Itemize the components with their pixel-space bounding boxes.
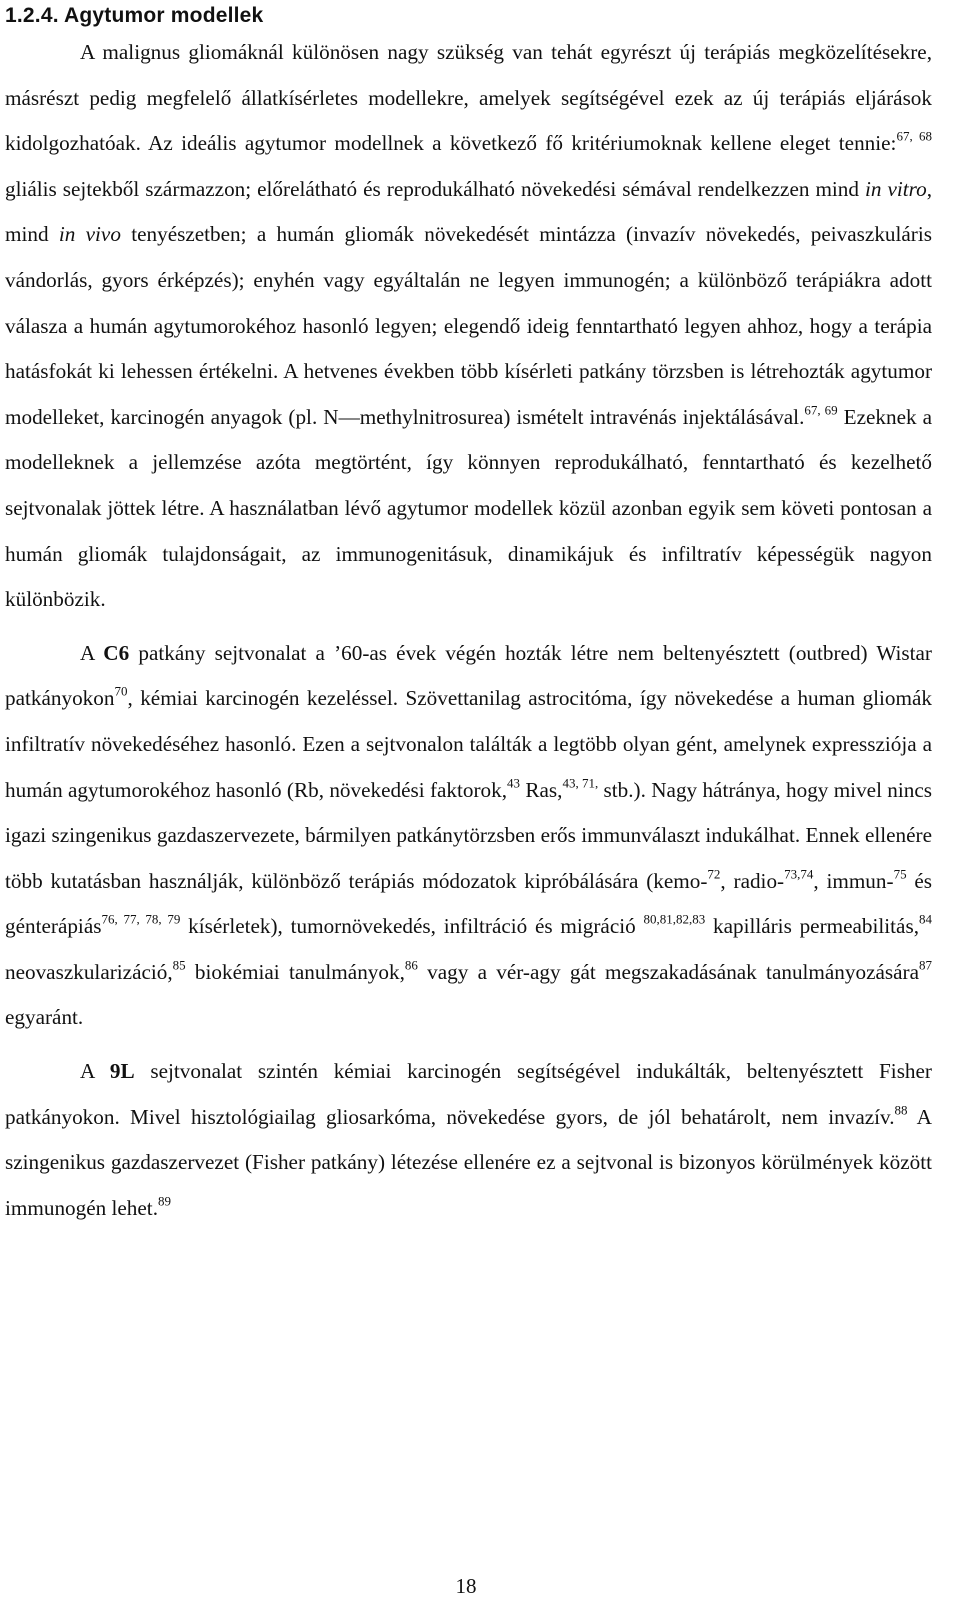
reference-superscript: 75	[893, 866, 907, 882]
bold-cell-line-name: C6	[103, 640, 130, 665]
reference-superscript: 88	[894, 1102, 908, 1118]
reference-superscript: 87	[919, 957, 933, 973]
paragraph-agytumor-criteria	[5, 30, 932, 623]
text-span: neovaszkularizáció,	[5, 959, 173, 984]
text-span: tenyészetben; a humán gliomák növekedését mintázza (invazív növekedés, peivaszkuláris vándorlás, gyors érképzés); enyhén vagy egyáltalán ne legyen immunogén; a különböző terápiákra adott válasza a humán agytumorokéhoz hasonló legyen; elegendő ideig fenntartható legyen ahhoz, hogy a terápia hatásfokát ki lehessen értékelni. A hetvenes években több kísérleti patkány törzsben is létrehozták agytumor modelleket, karcinogén anyagok (pl. N—methylnitrosurea) ismételt intravénás injektálásával.	[5, 222, 932, 429]
italic-term: in vivo	[58, 222, 121, 247]
reference-superscript: 80,81,82,83	[643, 911, 706, 927]
text-span: egyaránt.	[5, 1005, 84, 1030]
text-span: kapilláris permeabilitás,	[705, 914, 920, 939]
text-span: kísérletek), tumornövekedés, infiltráció és migráció	[180, 914, 644, 939]
reference-superscript: 73,74	[784, 866, 814, 882]
reference-superscript: 84	[919, 911, 933, 927]
text-span: A szingenikus gazdaszervezet (Fisher patkány) létezése ellenére ez a sejtvonal is bizonyos körülmények között immunogén lehet.	[5, 1104, 932, 1220]
text-span: , mind	[5, 176, 932, 247]
text-span: , immun-	[813, 868, 894, 893]
bold-cell-line-name: 9L	[109, 1059, 135, 1084]
document-page	[5, 0, 932, 1231]
text-span: A malignus gliomáknál különösen nagy szükség van tehát egyrészt új terápiás megközelítésekre, másrészt pedig megfelelő állatkísérletes modellekre, amelyek segítségével ezek az új terápiás eljárások kidolgozhatóak. Az ideális agytumor modellnek a következő fő kritériumoknak kellene eleget tennie:	[5, 40, 932, 156]
text-span: patkány sejtvonalat a ’60-as évek végén hozták létre nem beltenyésztett (outbred) Wistar patkányokon	[5, 640, 932, 711]
text-span: Ras,	[520, 777, 563, 802]
text-span: gliális sejtekből származzon; előrelátható és reprodukálható növekedési sémával rendelkezzen mind	[5, 176, 865, 201]
text-span: biokémiai tanulmányok,	[185, 959, 405, 984]
reference-superscript: 76, 77, 78, 79	[101, 911, 181, 927]
text-span: stb.). Nagy hátránya, hogy mivel nincs igazi szingenikus gazdaszervezete, bármilyen patkánytörzsben erős immunválaszt indukálhat. Ennek ellenére több kutatásban használják, különböző terápiás módozatok kipróbálására (kemo-	[5, 777, 932, 893]
text-span: vagy a vér-agy gát megszakadásának tanulmányozására	[417, 959, 920, 984]
page-number: 18	[455, 1574, 477, 1598]
paragraph-9l-cell-line	[5, 1049, 932, 1231]
reference-superscript: 67, 69	[804, 402, 838, 418]
reference-superscript: 85	[172, 957, 186, 973]
reference-superscript: 86	[404, 957, 418, 973]
reference-superscript: 43, 71,	[562, 775, 599, 791]
reference-superscript: 43	[507, 775, 521, 791]
reference-superscript: 89	[158, 1193, 171, 1209]
text-span: , kémiai karcinogén kezeléssel. Szövettanilag astrocitóma, így növekedése a human gliomák infiltratív növekedéséhez hasonló. Ezen a sejtvonalon találták a legtöbb olyan gént, amelynek expressziója a humán agytumorokéhoz hasonló (Rb, növekedési faktorok,	[5, 686, 932, 802]
text-span: sejtvonalat szintén kémiai karcinogén segítségével indukálták, beltenyésztett Fisher patkányokon. Mivel hisztológiailag gliosarkóma, növekedése gyors, de jól behatárolt, nem invazív.	[5, 1059, 932, 1129]
reference-superscript: 72	[707, 866, 721, 882]
italic-term: in vitro	[865, 176, 927, 201]
text-span: és génterápiás	[5, 868, 933, 939]
reference-superscript: 70	[114, 683, 128, 699]
text-span: , radio-	[720, 868, 785, 893]
reference-superscript: 67, 68	[896, 128, 932, 144]
paragraph-c6-cell-line	[5, 631, 932, 1041]
text-span: A	[80, 640, 104, 665]
section-heading: 1.2.4. Agytumor modellek	[5, 4, 264, 27]
text-span: A	[80, 1059, 110, 1084]
text-span: Ezeknek a modelleknek a jellemzése azóta megtörtént, így könnyen reprodukálható, fenntartható és kezelhető sejtvonalak jöttek létre. A használatban lévő agytumor modellek közül azonban egyik sem követi pontosan a humán gliomák tulajdonságait, az immunogenitásuk, dinamikájuk és infiltratív képességük nagyon különbözik.	[5, 404, 932, 612]
